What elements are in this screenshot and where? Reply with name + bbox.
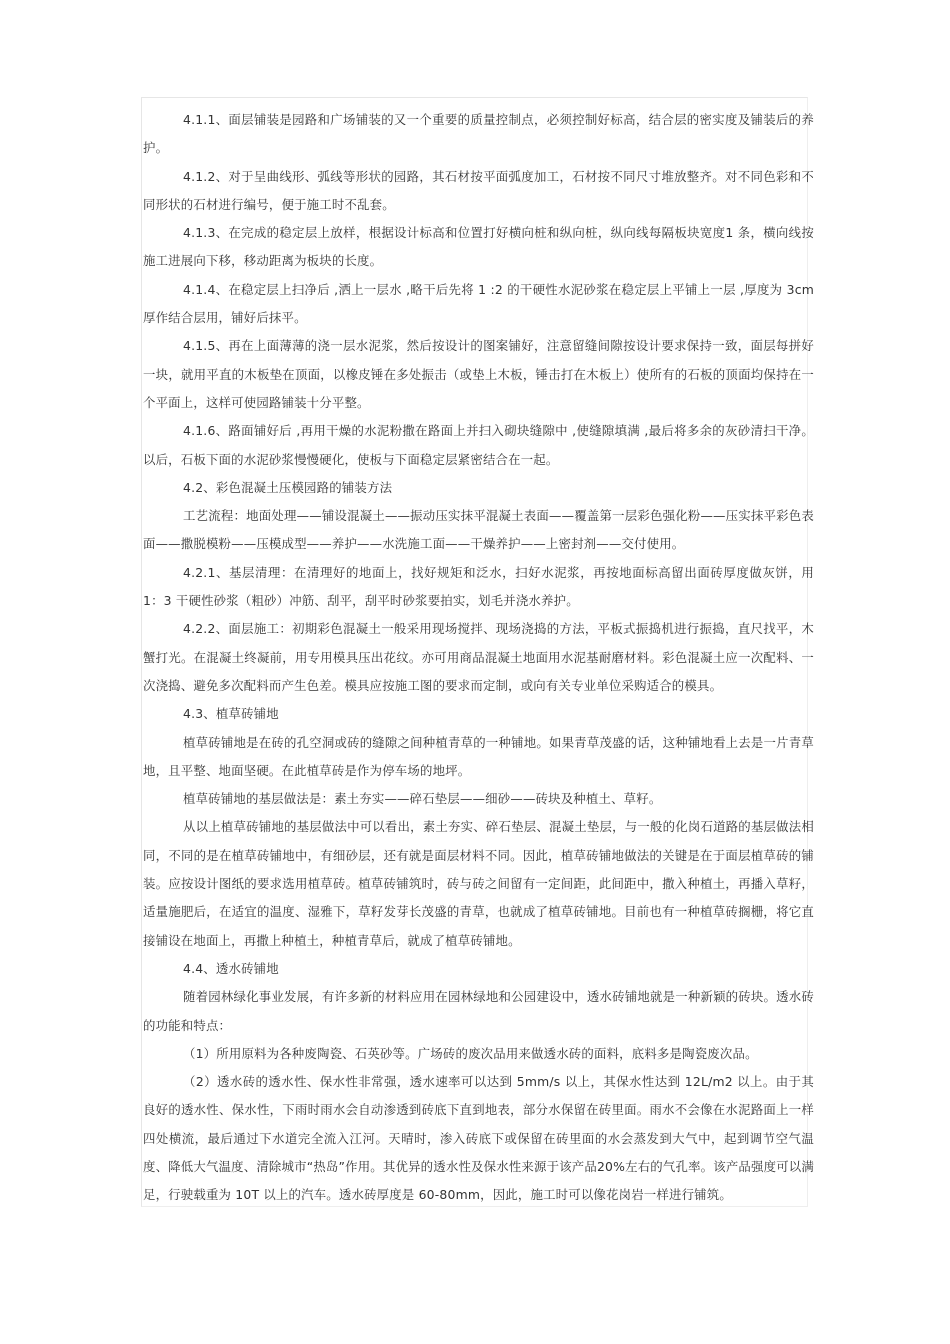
section-heading-4-2: 4.2、彩色混凝土压模园路的铺装方法 — [183, 479, 393, 495]
paragraph-permeable-brick-point-1: （1）所用原料为各种废陶瓷、石英砂等。广场砖的废次品用来做透水砖的面料，底料多是陶瓷废次品。 — [183, 1045, 758, 1061]
paragraph-grass-brick-method: 从以上植草砖铺地的基层做法中可以看出，素土夯实、碎石垫层、混凝土垫层，与一般的化岗石道路的基层做法相同，不同的是在植草砖铺地中，有细砂层，还有就是面层材料不同。因此，植草砖铺地做法的关键是在于面层植草砖的铺装。应按设计图纸的要求选用植草砖。植草砖铺筑时，砖与砖之间留有一定间距，此间距中，撒入种植土，再播入草籽，适量施肥后，在适宜的温度、湿雅下，草籽发芽长茂盛的青草，也就成了植草砖铺地。目前也有一种植草砖搁栅，将它直接铺设在地面上，再撒上种植土，种植青草后，就成了植草砖铺地。 — [143, 819, 814, 948]
section-heading-4-4: 4.4、透水砖铺地 — [183, 960, 279, 976]
paragraph-4-2-2: 4.2.2、面层施工：初期彩色混凝土一般采用现场搅拌、现场浇捣的方法，平板式振捣机进行振捣，直尺找平，木蟹打光。在混凝土终凝前，用专用模具压出花纹。亦可用商品混凝土地面用水泥基耐磨材料。彩色混凝土应一次配料、一次浇捣、避免多次配料而产生色差。模具应按施工图的要求而定制，或向有关专业单位采购适合的模具。 — [143, 621, 814, 693]
section-heading-4-3: 4.3、植草砖铺地 — [183, 706, 279, 722]
paragraph-4-1-5: 4.1.5、再在上面薄薄的浇一层水泥浆，然后按设计的图案铺好，注意留缝间隙按设计要求保持一致，面层每拼好一块，就用平直的木板垫在顶面，以橡皮锤在多处振击（或垫上木板，锤击打在木板上）使所有的石板的顶面均保持在一个平面上，这样可使园路铺装十分平整。 — [143, 338, 814, 410]
paragraph-permeable-brick-intro: 随着园林绿化事业发展，有许多新的材料应用在园林绿地和公园建设中，透水砖铺地就是一种新颖的砖块。透水砖的功能和特点： — [143, 989, 814, 1033]
paragraph-4-2-1: 4.2.1、基层清理：在清理好的地面上，找好规矩和泛水，扫好水泥浆，再按地面标高留出面砖厚度做灰饼，用1：3 干硬性砂浆（粗砂）冲筋、刮平，刮平时砂浆要拍实，划毛并浇水养护。 — [143, 564, 814, 609]
paragraph-4-1-4: 4.1.4、在稳定层上扫净后 ,洒上一层水 ,略干后先将 1 :2 的干硬性水泥砂浆在稳定层上平铺上一层 ,厚度为 3cm 厚作结合层用，铺好后抹平。 — [143, 281, 814, 326]
paragraph-4-1-6: 4.1.6、路面铺好后 ,再用干燥的水泥粉撒在路面上并扫入砌块缝隙中 ,使缝隙填满 ,最后将多余的灰砂清扫干净。以后，石板下面的水泥砂浆慢慢硬化，使板与下面稳定层紧密结合在一起。 — [143, 423, 814, 467]
paragraph-permeable-brick-point-2: （2）透水砖的透水性、保水性非常强，透水速率可以达到 5mm/s 以上，其保水性达到 12L/m2 以上。由于其良好的透水性、保水性，下雨时雨水会自动渗透到砖底下直到地表，部分水保留在砖里面。雨水不会像在水泥路面上一样四处横流，最后通过下水道完全流入江河。天晴时，渗入砖底下或保留在砖里面的水会蒸发到大气中，起到调节空气温度、降低大气温度、清除城市“热岛”作用。其优异的透水性及保水性来源于该产品20%左右的气孔率。该产品强度可以满足，行驶载重为 10T 以上的汽车。透水砖厚度是 60-80mm，因此，施工时可以像花岗岩一样进行铺筑。 — [143, 1074, 814, 1203]
document-body — [143, 106, 814, 1210]
paragraph-process-flow: 工艺流程：地面处理——铺设混凝土——振动压实抹平混凝土表面——覆盖第一层彩色强化粉——压实抹平彩色表面——撒脱模粉——压模成型——养护——水洗施工面——干燥养护——上密封剂——交付使用。 — [143, 508, 814, 552]
paragraph-grass-brick-intro: 植草砖铺地是在砖的孔空洞或砖的缝隙之间种植青草的一种铺地。如果青草茂盛的话，这种铺地看上去是一片青草地，且平整、地面坚硬。在此植草砖是作为停车场的地坪。 — [143, 734, 814, 778]
paragraph-4-1-1: 4.1.1、面层铺装是园路和广场铺装的又一个重要的质量控制点，必须控制好标高，结合层的密实度及铺装后的养护。 — [143, 112, 814, 156]
paragraph-4-1-2: 4.1.2、对于呈曲线形、弧线等形状的园路，其石材按平面弧度加工，石材按不同尺寸堆放整齐。对不同色彩和不同形状的石材进行编号，便于施工时不乱套。 — [143, 168, 814, 212]
paragraph-4-1-3: 4.1.3、在完成的稳定层上放样，根据设计标高和位置打好横向桩和纵向桩，纵向线每隔板块宽度1 条，横向线按施工进展向下移，移动距离为板块的长度。 — [143, 225, 814, 269]
paragraph-grass-brick-base: 植草砖铺地的基层做法是：素土夯实——碎石垫层——细砂——砖块及种植土、草籽。 — [183, 791, 662, 807]
